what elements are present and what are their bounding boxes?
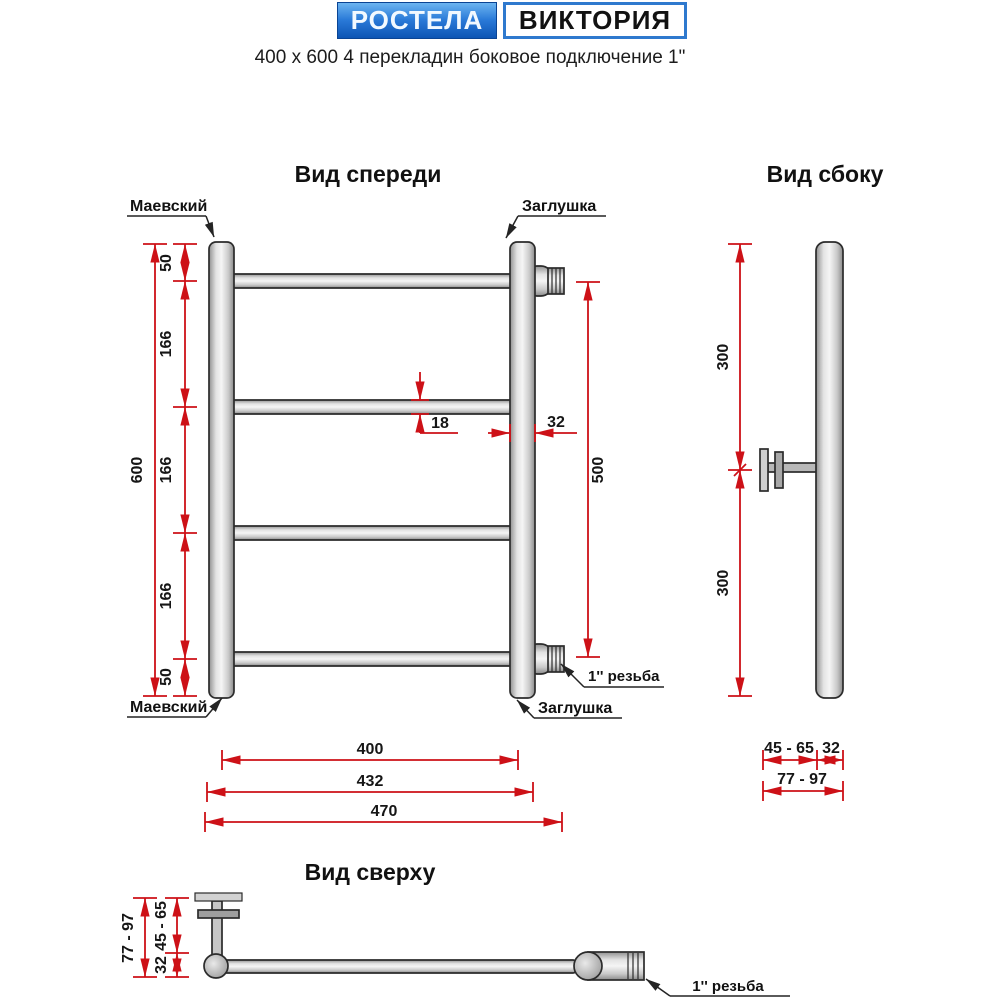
- dim-segment-1: 50: [158, 254, 175, 272]
- left-pipe-section: [204, 954, 228, 978]
- rung-4: [222, 652, 522, 666]
- plug-label-bottom: Заглушка: [538, 700, 613, 717]
- rung-2: [222, 400, 522, 414]
- dim-rung-diameter: 18: [431, 415, 449, 432]
- dim-top-pipe-diameter: 32: [153, 956, 170, 974]
- top-dimensions: [120, 898, 189, 977]
- top-view: [120, 859, 790, 996]
- brand-badge: РОСТЕЛА: [337, 2, 497, 39]
- bleeder-valve-label-top: Маевский: [130, 198, 208, 215]
- side-view-title: Вид сбоку: [766, 161, 884, 187]
- dim-segment-4: 166: [158, 582, 175, 610]
- side-pipe: [816, 242, 843, 698]
- dim-segment-3: 166: [158, 456, 175, 484]
- dim-segment-2: 166: [158, 330, 175, 358]
- drawing-subtitle: 400 x 600 4 перекладин боковое подключение 1": [254, 47, 686, 68]
- side-body: [760, 242, 843, 698]
- top-body: [195, 893, 644, 980]
- bracket-collar: [198, 910, 239, 918]
- dim-top-bracket-range: 45 - 65: [153, 901, 170, 951]
- dim-side-total-range: 77 - 97: [777, 771, 827, 788]
- dim-bracket-range: 45 - 65: [764, 740, 814, 757]
- dim-segment-5: 50: [158, 668, 175, 686]
- front-ladder: [209, 242, 564, 698]
- wall-bracket-collar: [775, 452, 783, 488]
- top-view-title: Вид сверху: [304, 859, 436, 885]
- front-view: [127, 161, 664, 832]
- dim-width-full: 470: [370, 803, 398, 820]
- thread-size-label-top: 1'' резьба: [692, 978, 764, 995]
- dim-top-total-range: 77 - 97: [120, 913, 137, 963]
- rung-3: [222, 526, 522, 540]
- model-badge: ВИКТОРИЯ: [503, 2, 687, 39]
- wall-bracket-plate: [760, 449, 768, 491]
- wall-plate: [195, 893, 242, 901]
- plug-label-top: Заглушка: [522, 198, 597, 215]
- front-view-title: Вид спереди: [294, 161, 442, 187]
- dim-side-pipe-diameter: 32: [822, 740, 840, 757]
- dim-width-rungs: 400: [356, 741, 384, 758]
- dim-upper-300: 300: [715, 343, 732, 371]
- left-pipe: [209, 242, 234, 698]
- top-tube: [218, 960, 576, 973]
- dim-connection-height: 500: [590, 456, 607, 484]
- dim-lower-300: 300: [715, 569, 732, 597]
- right-pipe: [510, 242, 535, 698]
- thread-size-label-front: 1'' резьба: [588, 668, 660, 685]
- top-callouts: [646, 978, 790, 996]
- dim-total-height: 600: [129, 456, 146, 484]
- bleeder-valve-label-bottom: Маевский: [130, 699, 208, 716]
- side-view: [715, 161, 884, 801]
- dim-pipe-diameter: 32: [547, 414, 565, 431]
- rung-1: [222, 274, 522, 288]
- dim-width-outer: 432: [356, 773, 384, 790]
- right-pipe-section: [574, 952, 602, 980]
